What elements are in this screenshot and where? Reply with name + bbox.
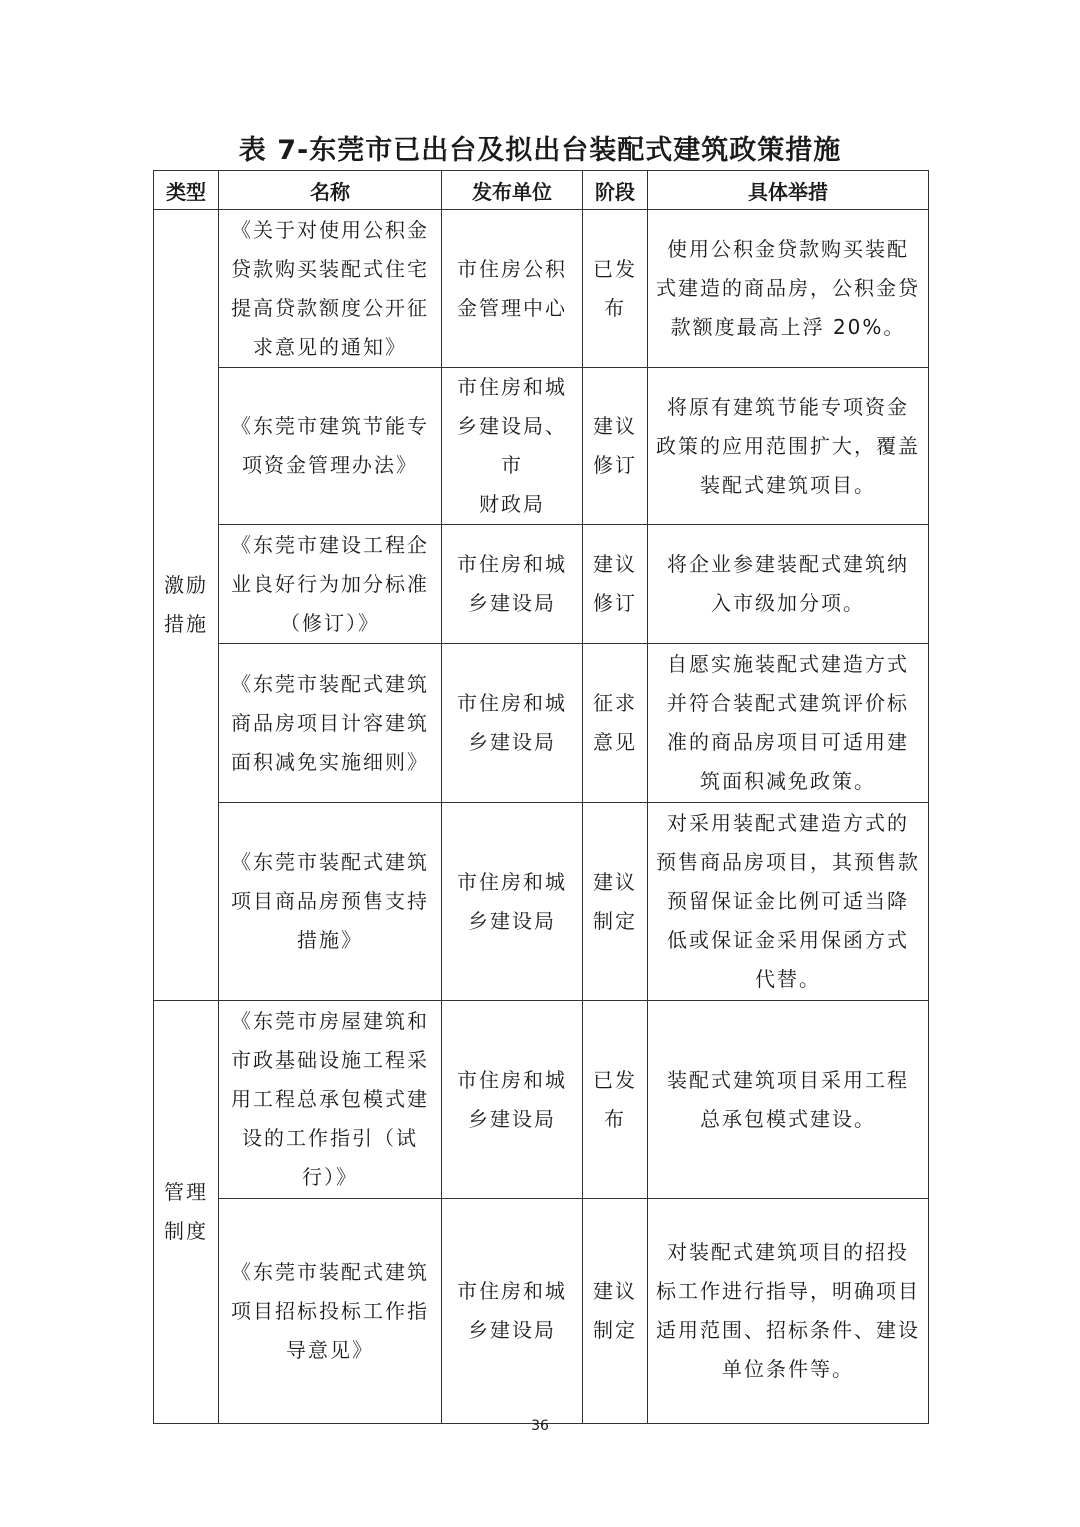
publisher: 市住房和城 乡建设局 (457, 552, 567, 615)
measure: 将原有建筑节能专项资金 政策的应用范围扩大，覆盖 装配式建筑项目。 (656, 394, 920, 497)
table-row (154, 1001, 929, 1199)
table-row (154, 368, 929, 525)
stage: 已发 布 (593, 1067, 637, 1131)
table-row (154, 644, 929, 803)
policy-name-cell (219, 803, 442, 1001)
publisher-cell (442, 644, 583, 803)
category-label: 管理 制度 (164, 1180, 208, 1243)
table-row (154, 803, 929, 1001)
publisher-cell (442, 525, 583, 644)
publisher: 市住房公积 金管理中心 (457, 256, 567, 320)
column-header-type: 类型 (154, 171, 219, 210)
policy-name: 《东莞市建筑节能专 项资金管理办法》 (231, 414, 429, 477)
publisher-cell (442, 368, 583, 525)
policy-name: 《东莞市装配式建筑 项目招标投标工作指 导意见》 (231, 1259, 429, 1362)
stage: 建议 制定 (593, 869, 637, 933)
table-row (154, 210, 929, 368)
measure: 对装配式建筑项目的招投 标工作进行指导，明确项目 适用范围、招标条件、建设 单位条件等。 (656, 1240, 920, 1381)
publisher-cell (442, 1001, 583, 1199)
stage: 建议 制定 (593, 1279, 637, 1342)
measure: 使用公积金贷款购买装配 式建造的商品房，公积金贷 款额度最高上浮 20%。 (656, 237, 920, 339)
measure-cell (648, 1001, 929, 1199)
publisher: 市住房和城 乡建设局 (457, 869, 567, 933)
measure-cell (648, 368, 929, 525)
table-title: 表 7-东莞市已出台及拟出台装配式建筑政策措施 (238, 135, 842, 166)
table-row (154, 1199, 929, 1424)
stage-cell (583, 1001, 648, 1199)
category-cell (154, 1001, 219, 1424)
measure: 装配式建筑项目采用工程 总承包模式建设。 (667, 1067, 909, 1131)
category-label: 激励 措施 (164, 573, 208, 636)
measure-cell (648, 210, 929, 368)
measure-cell (648, 803, 929, 1001)
stage: 建议 修订 (593, 552, 637, 615)
publisher: 市住房和城 乡建设局、市 财政局 (457, 375, 567, 516)
stage-cell (583, 525, 648, 644)
stage: 已发 布 (593, 256, 637, 320)
table-header-row (154, 171, 929, 210)
publisher-cell (442, 1199, 583, 1424)
measure: 将企业参建装配式建筑纳 入市级加分项。 (667, 552, 909, 615)
column-header-measure: 具体举措 (648, 171, 929, 210)
policy-name: 《东莞市装配式建筑 项目商品房预售支持 措施》 (231, 850, 429, 952)
policy-name-cell (219, 368, 442, 525)
page-number: 36 (531, 1418, 549, 1434)
category-cell (154, 210, 219, 1001)
measure-cell (648, 1199, 929, 1424)
policy-name: 《东莞市装配式建筑 商品房项目计容建筑 面积减免实施细则》 (231, 671, 429, 774)
publisher-cell (442, 210, 583, 368)
policy-name: 《东莞市房屋建筑和 市政基础设施工程采 用工程总承包模式建 设的工作指引（试 行）》 (231, 1009, 429, 1189)
stage-cell (583, 644, 648, 803)
policy-name-cell (219, 1001, 442, 1199)
publisher: 市住房和城 乡建设局 (457, 1067, 567, 1131)
stage-cell (583, 1199, 648, 1424)
publisher: 市住房和城 乡建设局 (457, 1279, 567, 1342)
measure: 自愿实施装配式建造方式 并符合装配式建筑评价标 准的商品房项目可适用建 筑面积减免政策。 (667, 652, 909, 793)
column-header-stage: 阶段 (583, 171, 648, 210)
table-row (154, 525, 929, 644)
stage: 建议 修订 (593, 414, 637, 477)
stage-cell (583, 803, 648, 1001)
measure: 对采用装配式建造方式的 预售商品房项目，其预售款 预留保证金比例可适当降 低或保证金采用保函方式 代替。 (656, 811, 920, 991)
publisher: 市住房和城 乡建设局 (457, 691, 567, 754)
measure-cell (648, 525, 929, 644)
measure-cell (648, 644, 929, 803)
policy-table (153, 170, 929, 1424)
publisher-cell (442, 803, 583, 1001)
policy-name: 《关于对使用公积金 贷款购买装配式住宅 提高贷款额度公开征 求意见的通知》 (231, 217, 429, 359)
policy-name-cell (219, 644, 442, 803)
column-header-unit: 发布单位 (442, 171, 583, 210)
stage: 征求 意见 (593, 691, 637, 754)
policy-name-cell (219, 525, 442, 644)
policy-name-cell (219, 210, 442, 368)
stage-cell (583, 368, 648, 525)
stage-cell (583, 210, 648, 368)
policy-name-cell (219, 1199, 442, 1424)
column-header-name: 名称 (219, 171, 442, 210)
policy-name: 《东莞市建设工程企 业良好行为加分标准 （修订）》 (231, 532, 429, 635)
